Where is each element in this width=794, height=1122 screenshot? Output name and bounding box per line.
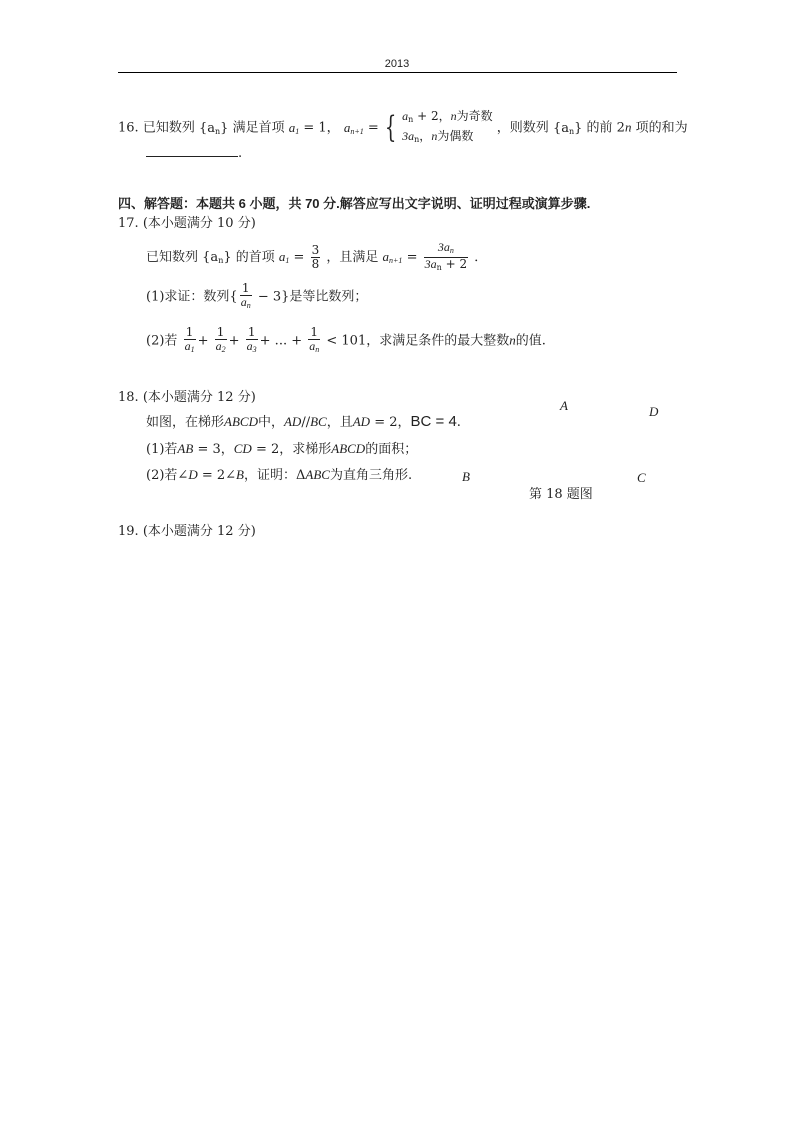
q16-text: ，则数列: [496, 120, 549, 136]
q16-case-brace: {: [384, 110, 397, 145]
q16-text: 项的和为: [631, 120, 688, 136]
q16-n: n: [624, 119, 632, 135]
q17-score: (本小题满分 10 分): [142, 216, 256, 231]
q16-a1-eq: = 1，: [299, 120, 340, 136]
q18-stem: 如图，在梯形ABCD中，AD//BC，且AD = 2，BC = 4.: [146, 413, 461, 430]
q17-fraction-3-8: $\frac{3}{8}$: [311, 243, 320, 271]
q16-number: 16.: [118, 120, 139, 136]
q17-header: [118, 216, 256, 232]
q16-text: 满足首项: [232, 120, 285, 136]
q17-stem: 已知数列 $\{a_n\}$ 的首项 $a_1$ = $\frac{3}{8}$ ，且满足 $a_{n+1}$ = $\frac{3a_n}{3a_n + 2}$ ．: [146, 240, 488, 272]
q16-cases: $a_n + 2$，n为奇数 $3a_n$，n为偶数: [402, 109, 493, 144]
q16-a1: $a_1$: [288, 119, 300, 136]
q17-part2: (2)若 $\frac{1}{a_1}$ + $\frac{1}{a_2}$ + $\frac{1}{a_3}$ + ... + $\frac{1}{a_n}$ < 101，求满足条件的最大整数n的值.: [146, 325, 546, 354]
q16-line: [118, 108, 688, 148]
q17-recurrence-fraction: $\frac{3a_n}{3a_n + 2}$: [424, 240, 468, 272]
q17-part1-fraction: $\frac{1}{a_n}$: [240, 281, 251, 310]
q16-an1: $a_{n+1}$: [343, 119, 364, 136]
q16-text: 已知数列: [142, 120, 195, 136]
q16-seq: $\{a_n\}$: [198, 120, 229, 136]
q17-frac-an: $\frac{1}{a_n}$: [309, 325, 320, 354]
figure-point-d: D: [649, 404, 659, 419]
q17-frac-a1: $\frac{1}{a_1}$: [184, 325, 195, 354]
q18-score: (本小题满分 12 分): [142, 390, 256, 405]
q16-answer-line: [146, 144, 242, 162]
q17-frac-a2: $\frac{1}{a_2}$: [215, 325, 226, 354]
q19-score: (本小题满分 12 分): [142, 524, 256, 539]
q18-header: [118, 390, 256, 406]
q16-end: .: [238, 146, 243, 161]
q17-number: 17.: [118, 216, 139, 231]
figure-point-a: A: [560, 398, 568, 413]
q16-answer-blank: [146, 144, 238, 157]
figure-point-b: B: [462, 469, 470, 484]
q18-number: 18.: [118, 390, 139, 405]
q17-part1: (1)求证：数列{ $\frac{1}{a_n}$ − 3}是等比数列；: [146, 281, 368, 310]
figure-point-c: C: [637, 470, 646, 485]
q18-part2: (2)若∠D = 2∠B，证明：ΔABC为直角三角形.: [146, 467, 413, 483]
q16-seq2: $\{a_n\}$: [552, 120, 583, 136]
q19-header: [118, 524, 256, 540]
q17-frac-a3: $\frac{1}{a_3}$: [246, 325, 257, 354]
q19-number: 19.: [118, 524, 139, 539]
figure-caption: 第 18 题图: [529, 487, 593, 502]
section-4-title: 四、解答题：本题共 6 小题，共 70 分.解答应写出文字说明、证明过程或演算步骤.: [118, 196, 591, 211]
q16-an1-eq: =: [363, 120, 379, 136]
page-header-year: 2013: [384, 58, 410, 70]
q17-seq: $\{a_n\}$: [202, 250, 232, 265]
q16-text: 的前 2: [586, 120, 625, 136]
q18-part1: (1)若AB = 3，CD = 2，求梯形ABCD的面积；: [146, 441, 418, 457]
header-rule: [118, 72, 677, 73]
